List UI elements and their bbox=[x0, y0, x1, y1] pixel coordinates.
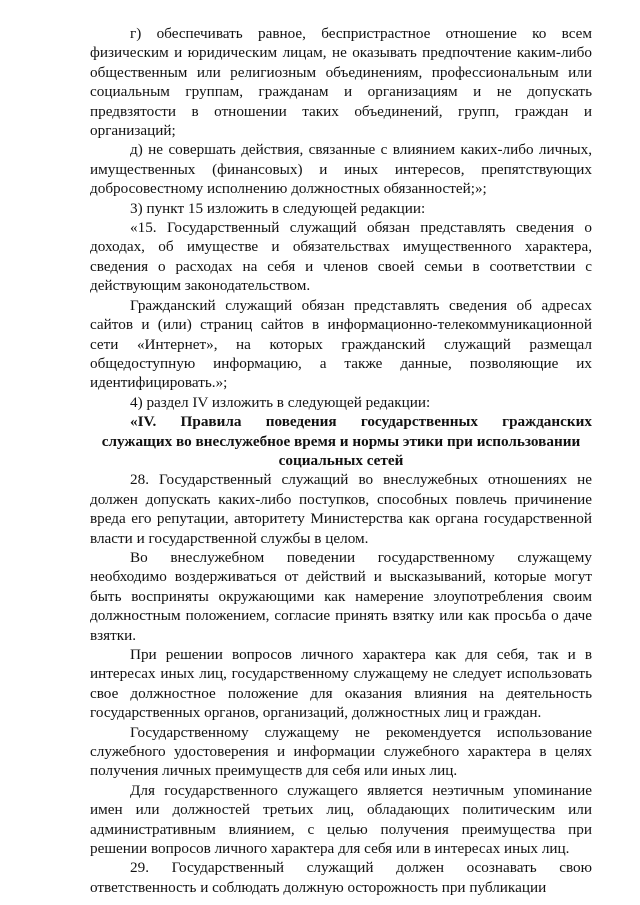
section-heading bbox=[90, 412, 592, 470]
paragraph-third-party-names: Для государственного служащего является неэтичным упоминание имен или должностей третьих лиц, обладающих политическим или административным влиянием, с целью получения преимущества при решении вопросов личного характера для себя или в интересах иных лиц. bbox=[90, 781, 592, 858]
paragraph-d: д) не совершать действия, связанные с влиянием каких-либо личных, имущественных (финансовых) и иных интересов, препятствующих добросовестному исполнению должностных обязанностей;»; bbox=[90, 141, 592, 198]
paragraph-personal-matters: При решении вопросов личного характера как для себя, так и в интересах иных лиц, государственному служащему не следует использовать свое должностное положение для оказания влияния на деятельность государственных органов, организаций, должностных лиц и граждан. bbox=[90, 646, 592, 722]
paragraph-clause-15: «15. Государственный служащий обязан представлять сведения о доходах, об имуществе и обязательствах имущественного характера, сведения о расходах на себя и членов своей семьи в соответствии с действующим законодательством. bbox=[90, 219, 592, 295]
paragraph-offduty-behavior: Во внеслужебном поведении государственному служащему необходимо воздерживаться от действий и высказываний, которые могут быть восприняты окружающими как намерение злоупотребления своим должностным положением, согласие принять взятку или как просьба о даче взятки. bbox=[90, 548, 592, 644]
section-heading-line-2: служащих во внеслужебное время и нормы этики при использовании социальных сетей bbox=[101, 432, 581, 469]
paragraph-clause-29: 29. Государственный служащий должен осознавать свою ответственность и соблюдать должную осторожность при публикации bbox=[90, 859, 592, 896]
paragraph-item-4: 4) раздел IV изложить в следующей редакции: bbox=[130, 393, 431, 411]
paragraph-civil-servant-websites: Гражданский служащий обязан представлять сведения об адресах сайтов и (или) страниц сайтов в информационно-телекоммуникационной сети «Интернет», на которых гражданский служащий размещал общедоступную информацию, а также данные, позволяющие их идентифицировать.»; bbox=[90, 296, 592, 392]
paragraph-clause-28: 28. Государственный служащий во внеслужебных отношениях не должен допускать каких-либо поступков, способных повлечь причинение вреда его репутации, авторитету Министерства как органа государственной власти и государственной службы в целом. bbox=[90, 471, 592, 547]
paragraph-g: г) обеспечивать равное, беспристрастное отношение ко всем физическим и юридическим лицам, не оказывать предпочтение каким-либо общественным или религиозным объединениям, профессиональным или социальным группам, гражданам и организациям и не допускать предвзятости в отношении таких объединений, групп, граждан и организаций; bbox=[90, 25, 592, 140]
section-heading-line-1: «IV. Правила поведения государственных гражданских bbox=[130, 413, 592, 431]
paragraph-item-3: 3) пункт 15 изложить в следующей редакции: bbox=[130, 199, 426, 217]
paragraph-service-id: Государственному служащему не рекомендуется использование служебного удостоверения и информации служебного характера в целях получения личных преимуществ для себя или иных лиц. bbox=[90, 723, 592, 780]
